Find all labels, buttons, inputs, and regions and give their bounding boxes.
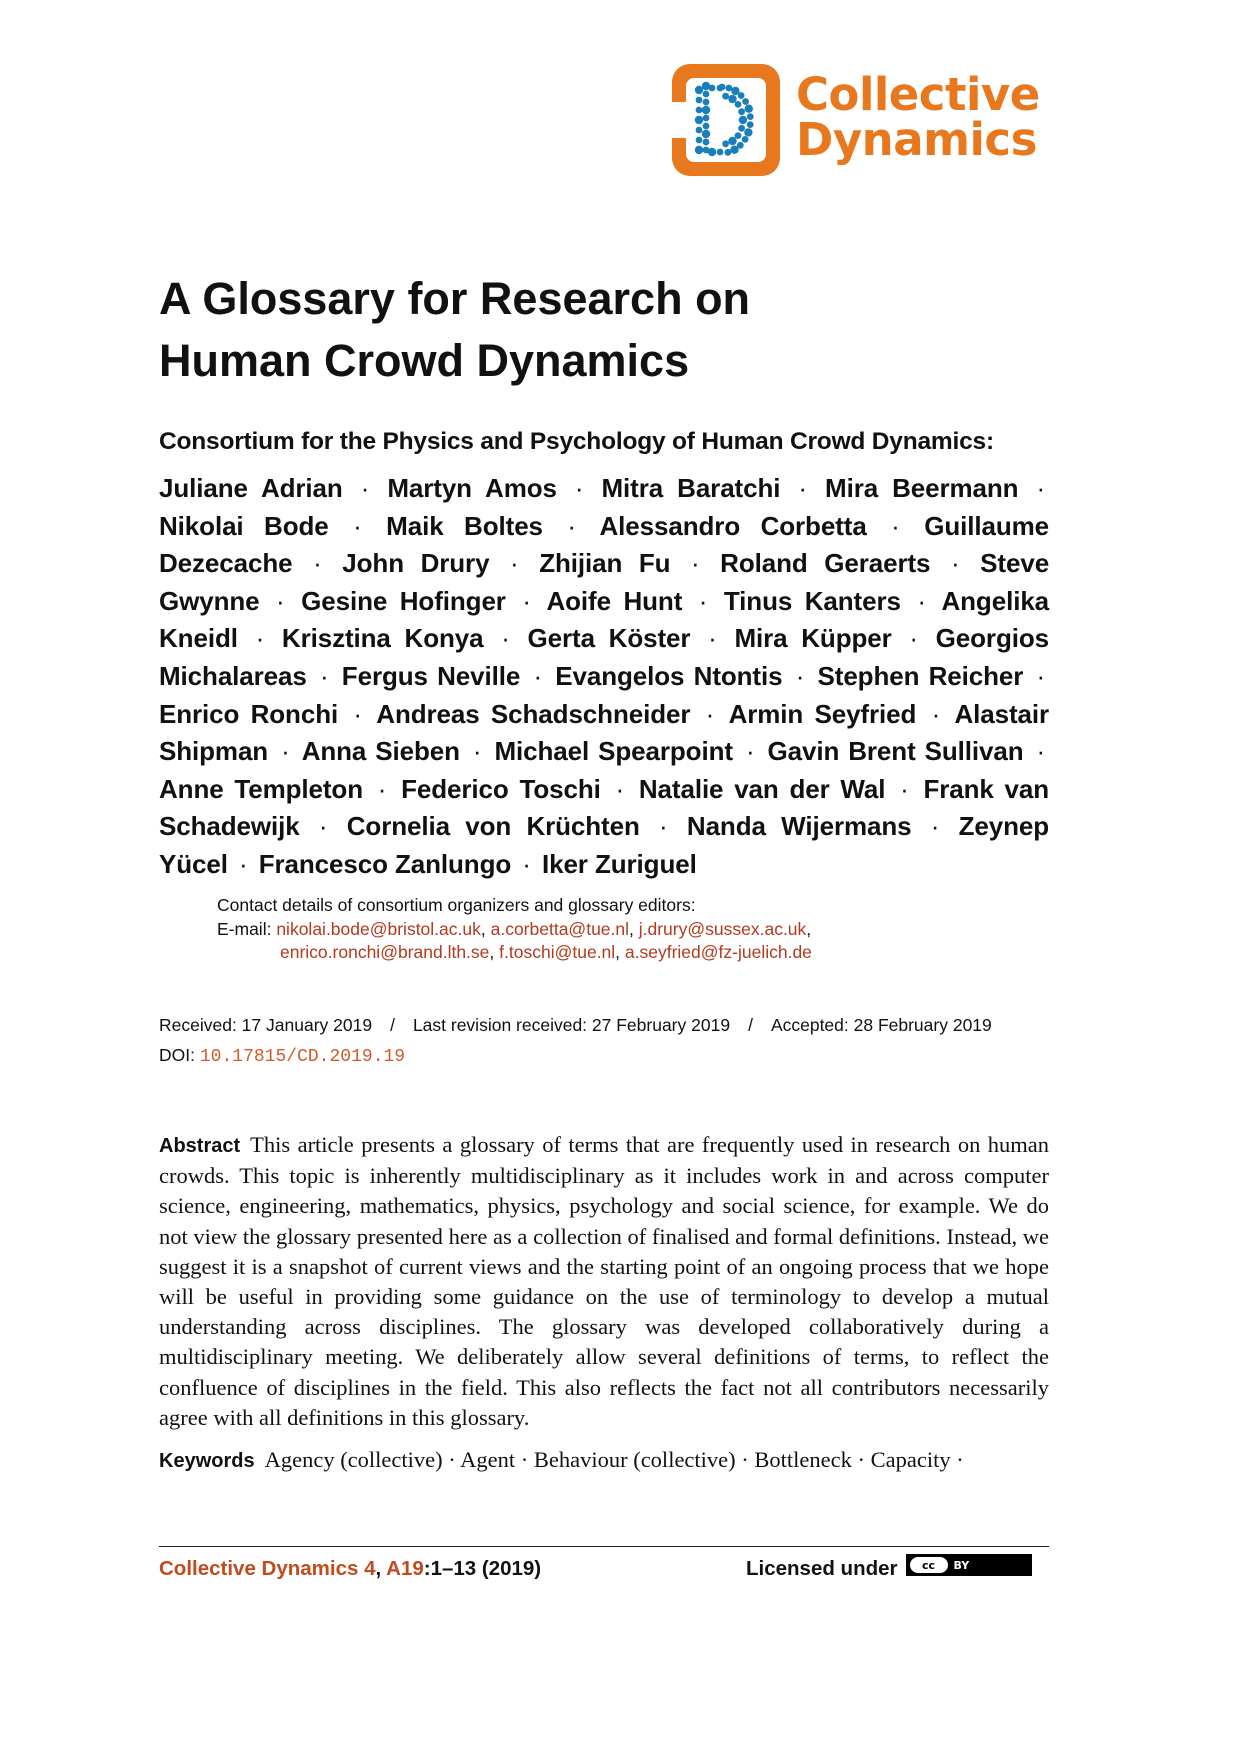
citation-footer [159,1557,541,1581]
doi-label: DOI: [159,1045,195,1065]
keywords [159,1445,1059,1476]
author-separator: · [318,811,328,842]
logo-wordmark [796,68,1040,166]
license-footer [746,1557,1032,1581]
email-comma: , [615,942,625,962]
doi-row [159,1040,1049,1072]
author-name: Natalie van der Wal [638,773,886,804]
logo-line-2: Dynamics [796,113,1037,166]
author-name: Aoife Hunt [546,585,683,616]
author-separator: · [510,548,519,579]
article-link[interactable]: A19 [386,1557,424,1580]
author-separator: · [320,660,329,691]
author-name: Guillaume Dezecache [159,510,1050,579]
abstract-text: This article presents a glossary of terms that are frequently used in research on human crowds. This topic is inherently multidisciplinary as it includes work in and across computer science, engineering, mathematics, physics, psychology and social science, for example. We do not view the glossary presented here as a collection of finalised and formal definitions. Instead, we suggest it is a snapshot of current views and the starting point of an ongoing process that we hope will be useful in providing some guidance on the use of terminology to develop a mutual understanding across disciplines. The glossary was developed collaboratively during a multidisciplinary meeting. We deliberately allow several definitions of terms, to reflect the confluence of disciplines in the field. This also reflects the fact not all contributors necessarily agree with all definitions in this glossary. [159,1132,1049,1430]
journal-link[interactable]: Collective Dynamics 4 [159,1557,376,1580]
author-separator: · [255,623,265,654]
author-name: Gavin Brent Sullivan [767,736,1024,767]
cc-label: cc [910,1557,948,1573]
abstract [159,1130,1049,1433]
journal-logo [670,62,1050,186]
author-separator: · [281,736,290,767]
author-name: Zeynep Yücel [159,811,1050,879]
revision-date: Last revision received: 27 February 2019 [412,1015,731,1035]
author-name: Enrico Ronchi [159,698,339,729]
footer-divider [159,1546,1049,1547]
author-name: Steve Gwynne [159,548,1050,616]
received-date: Received: 17 January 2019 [159,1015,373,1035]
author-separator: · [909,623,918,654]
keywords-text: Agency (collective) · Agent · Behaviour (collective) · Bottleneck · Capacity · [264,1447,964,1472]
author-name: Frank van Schadewijk [159,773,1050,842]
author-separator: · [1036,660,1046,691]
author-separator: · [574,473,584,503]
author-separator: · [795,660,805,691]
email-comma: , [806,918,812,939]
author-name: Michael Spearpoint [494,736,733,767]
author-name: Tinus Kanters [723,585,901,616]
email-comma: , [480,918,491,939]
author-name: Andreas Schadschneider [376,698,691,729]
author-name: Cornelia von Krüchten [346,811,640,842]
email-link[interactable]: nikolai.bode@bristol.ac.uk [276,918,481,939]
author-name: Maik Boltes [386,510,543,541]
author-name: Juliane Adrian [159,473,343,503]
author-separator: · [472,736,482,767]
author-name: Gesine Hofinger [301,585,506,616]
author-name: Iker Zuriguel [541,848,697,879]
email-row-2 [217,941,1017,965]
email-link[interactable]: a.seyfried@fz-juelich.de [624,942,812,962]
license-label: Licensed under [746,1557,898,1580]
author-name: Nanda Wijermans [686,811,912,842]
author-name: John Drury [342,548,490,579]
citation-pages: :1–13 (2019) [423,1557,542,1580]
author-name: Stephen Reicher [817,660,1024,691]
author-name: Evangelos Ntontis [555,660,783,691]
author-separator: · [522,848,531,879]
author-separator: · [377,773,387,804]
paper-title [159,268,1059,392]
author-name: Anna Sieben [301,736,460,767]
accepted-date: Accepted: 28 February 2019 [770,1015,992,1035]
author-separator: · [931,698,941,729]
email-comma: , [629,918,639,939]
author-name: Fergus Neville [341,660,521,691]
contact-block [217,894,1017,965]
author-name: Gerta Köster [527,623,691,654]
author-separator: · [917,585,926,616]
email-label: E-mail: [217,918,272,939]
author-name: Roland Geraerts [720,548,931,579]
title-line-1: A Glossary for Research on [159,273,751,324]
email-row-1 [217,918,1017,942]
title-line-2: Human Crowd Dynamics [159,335,690,386]
author-separator: · [360,473,370,503]
email-link[interactable]: j.drury@sussex.ac.uk [638,918,807,939]
author-separator: · [1036,473,1046,503]
author-name: Krisztina Konya [281,623,484,654]
by-label: BY [953,1558,970,1572]
email-link[interactable]: a.corbetta@tue.nl [490,918,630,939]
author-separator: · [900,773,909,804]
author-separator: · [698,585,708,616]
citation-comma: , [375,1557,387,1580]
author-name: Mira Beermann [825,473,1019,503]
email-link[interactable]: enrico.ronchi@brand.lth.se [280,942,490,962]
author-separator: · [533,660,543,691]
author-separator: · [239,848,248,879]
author-list [159,470,1049,884]
author-separator: · [745,736,755,767]
email-link[interactable]: f.toschi@tue.nl [499,942,616,962]
author-separator: · [798,473,807,503]
author-separator: · [1036,736,1046,767]
author-name: Alastair Shipman [159,698,1050,767]
dates-row [159,1010,1049,1040]
collective-dynamics-logo-icon [670,62,782,178]
author-name: Armin Seyfried [728,698,917,729]
author-separator: · [567,510,576,541]
author-separator: · [615,773,625,804]
author-separator: · [501,623,510,654]
contact-heading: Contact details of consortium organizers and glossary editors: [217,895,696,915]
author-separator: · [930,811,940,842]
author-name: Mira Küpper [734,623,892,654]
author-separator: · [522,585,531,616]
author-name: Zhijian Fu [539,548,671,579]
author-separator: · [708,623,717,654]
keywords-label: Keywords [159,1450,255,1472]
author-name: Mitra Baratchi [601,473,781,503]
author-name: Angelika Kneidl [159,585,1050,654]
author-name: Martyn Amos [387,473,557,503]
author-separator: · [313,548,322,579]
author-separator: · [691,548,700,579]
author-separator: · [276,585,285,616]
date-separator: / [748,1015,753,1035]
logo-line-1: Collective [796,68,1040,121]
cc-by-badge-icon[interactable] [906,1554,1032,1576]
author-name: Anne Templeton [159,773,363,804]
publication-dates [159,1010,1049,1072]
author-separator: · [353,698,362,729]
date-separator: / [390,1015,395,1035]
author-name: Federico Toschi [401,773,601,804]
author-separator: · [891,510,900,541]
author-separator: · [353,510,362,541]
author-separator: · [705,698,715,729]
abstract-label: Abstract [159,1135,241,1157]
author-name: Nikolai Bode [159,510,329,541]
author-name: Georgios Michalareas [159,623,1050,691]
author-separator: · [951,548,960,579]
author-name: Francesco Zanlungo [258,848,512,879]
doi-link[interactable]: 10.17815/CD.2019.19 [199,1047,406,1067]
consortium-heading: Consortium for the Physics and Psychology of Human Crowd Dynamics: [159,428,994,455]
author-name: Alessandro Corbetta [599,510,867,541]
author-separator: · [659,811,668,842]
email-comma: , [489,942,500,962]
